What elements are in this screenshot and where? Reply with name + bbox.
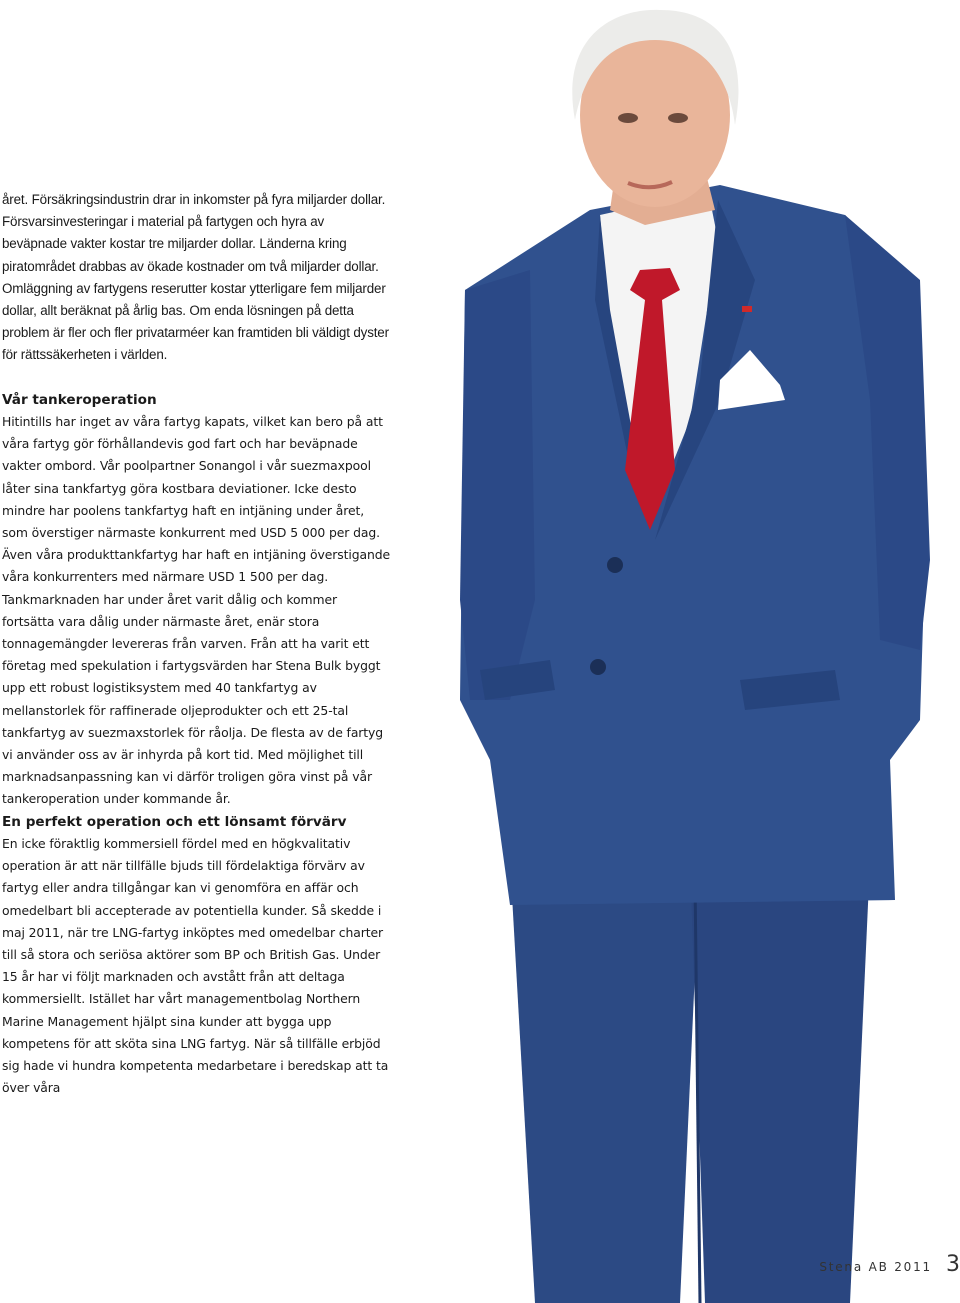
jacket-button	[607, 557, 623, 573]
page-footer	[819, 1252, 960, 1280]
section-body: En icke föraktlig kommersiell fördel med en högkvalitativ operation är att när tillfälle bjuds till fördelaktiga förvärv av fartyg eller andra tillgångar kan vi genomföra en affär och omedelbart bli accepterade av potentiella kunder. Så skedde i maj 2011, när tre LNG-fartyg inköptes med omedelbar charter till så stora och seriösa aktörer som BP och British Gas. Under 15 år har vi följt marknaden och avstått från att deltaga kommersiellt. Istället har vårt managementbolag Northern Marine Management hjälpt sina kunder att bygga upp kompetens för att sköta sina LNG fartyg. När så tillfälle erbjöd sig hade vi hundra kompetenta medarbetare i beredskap att ta över våra	[2, 836, 389, 1096]
trouser-left	[510, 860, 700, 1303]
portrait-photo	[450, 0, 960, 1303]
footer-brand: Stena AB 2011	[819, 1260, 932, 1274]
section-perfect-operation	[2, 811, 392, 1099]
lapel-pin	[742, 306, 752, 312]
section-heading: Vår tankeroperation	[2, 392, 157, 408]
section-tanker-operation	[2, 389, 392, 811]
left-arm	[460, 270, 535, 700]
trouser-right	[690, 860, 870, 1303]
page-number: 3	[946, 1252, 960, 1277]
section-heading: En perfekt operation och ett lönsamt förvärv	[2, 814, 347, 830]
section-body: Hitintills har inget av våra fartyg kapats, vilket kan bero på att våra fartyg gör förhållandevis god fart och har beväpnade vakter ombord. Vår poolpartner Sonangol i vår suezmaxpool låter sina tankfartyg göra kostbara deviationer. Icke desto mindre har poolens tankfartyg haft en intjäning under året, som överstiger närmaste konkurrent med USD 5 000 per dag. Även våra produkttankfartyg har haft en intjäning överstigande våra konkurrenters med närmare USD 1 500 per dag. Tankmarknaden har under året varit dålig och kommer fortsätta vara dålig under närmaste året, enär stora tonnagemängder levereras från varven. Från att ha varit ett företag med spekulation i fartygsvärden har Stena Bulk byggt upp ett robust logistiksystem med 40 tankfartyg av mellanstorlek för raffinerade oljeprodukter och ett 25-tal tankfartyg av suezmaxstorlek för råolja. De flesta av de fartyg vi använder oss av är inhyrda på kort tid. Med möjlighet till marknadsanpassning kan vi därför troligen göra vinst på vår tankeroperation under kommande år.	[2, 414, 391, 807]
intro-paragraph: året. Försäkringsindustrin drar in inkomster på fyra miljarder dollar. Försvarsinvesteringar i material på fartygen och hyra av beväpnade vakter kostar tre miljarder dollar. Länderna kring piratområdet drabbas av ökade kostnader om två miljarder dollar. Omläggning av fartygens reserutter kostar ytterligare fem miljarder dollar, allt beräknat på årlig bas. Om enda lösningen på detta problem är fler och fler privatarméer kan framtiden bli väldigt dyster för rättssäkerheten i världen.	[2, 192, 389, 363]
jacket-button	[590, 659, 606, 675]
